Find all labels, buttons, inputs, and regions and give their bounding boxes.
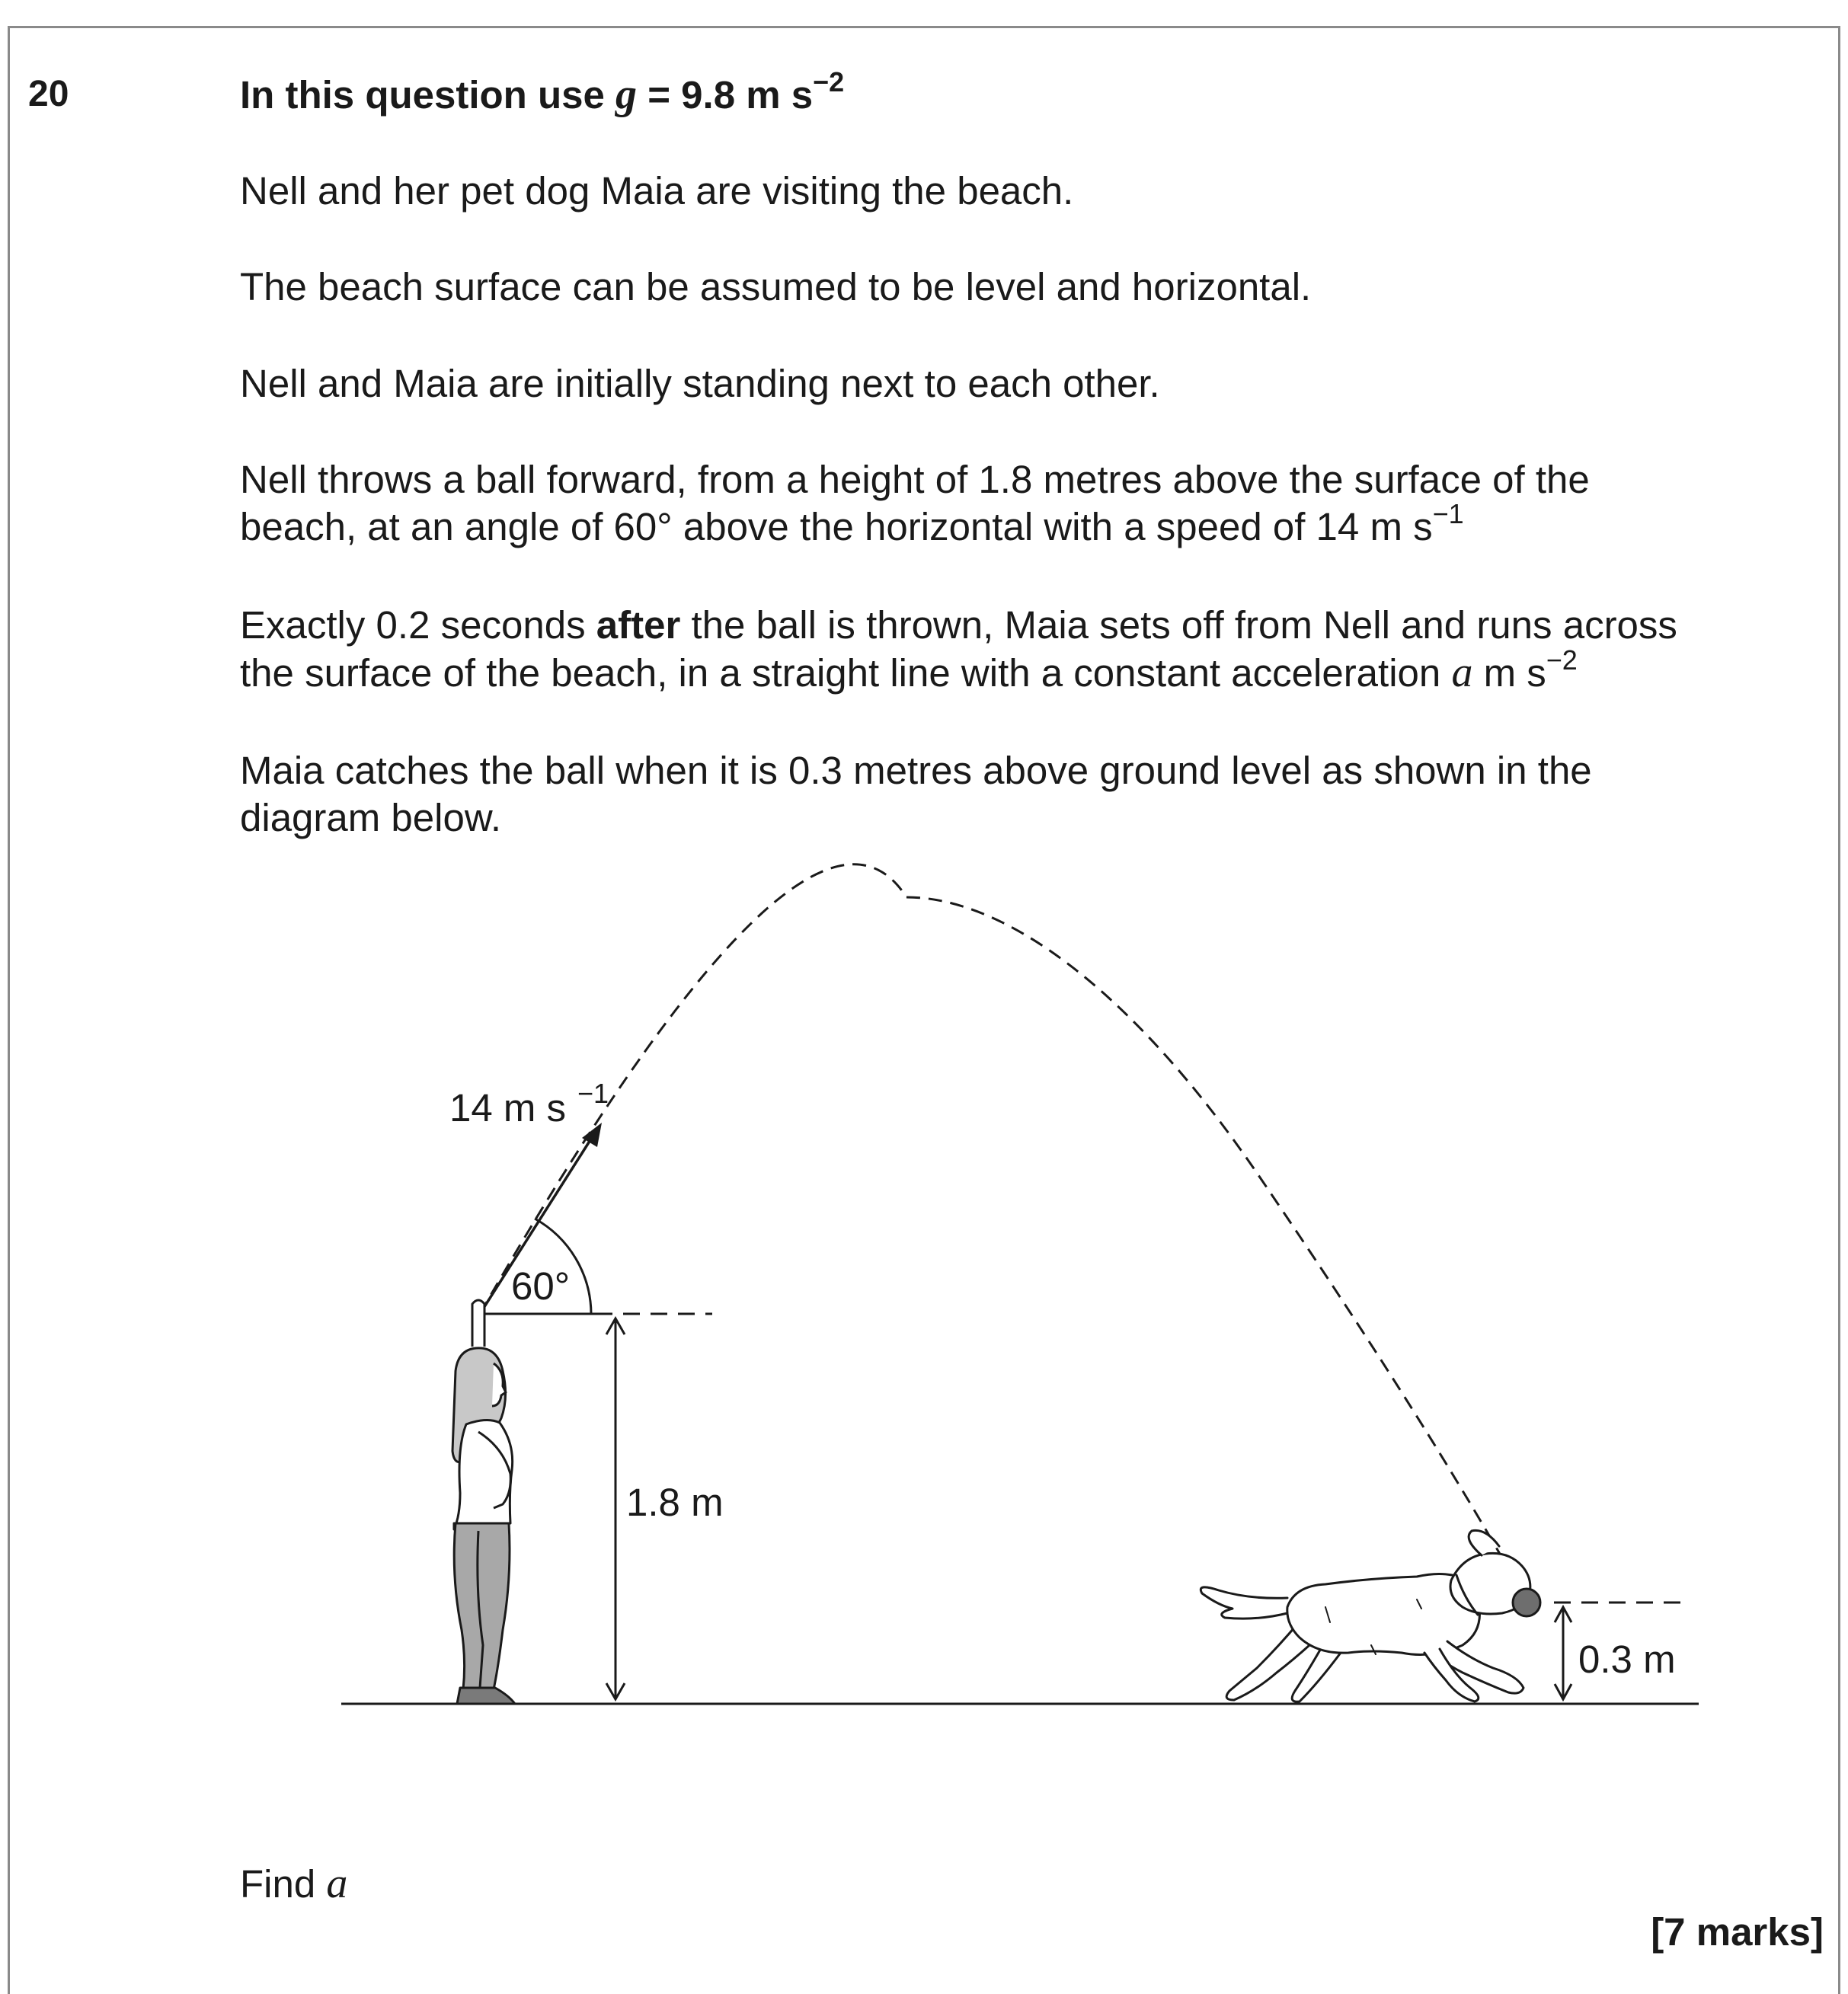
person-nell — [452, 1300, 515, 1704]
find-symbol: a — [326, 1860, 348, 1907]
dog-maia — [1201, 1530, 1530, 1702]
catch-height-label: 0.3 m — [1578, 1638, 1676, 1681]
marks-label: [7 marks] — [1651, 1910, 1824, 1954]
height-label: 1.8 m — [626, 1481, 724, 1524]
raised-arm — [472, 1300, 484, 1347]
acceleration-units: m s — [1472, 651, 1546, 695]
gravity-value: = 9.8 m s — [637, 73, 814, 117]
dog-tail — [1201, 1587, 1287, 1619]
gravity-symbol: g — [615, 71, 638, 118]
trajectory-fall — [906, 897, 1527, 1603]
paragraph-4-line-1: Nell throws a ball forward, from a height of 1.8 metres above the surface of the — [240, 458, 1590, 501]
header-prefix: In this question use — [240, 73, 616, 117]
find-instruction — [240, 1860, 1809, 1908]
velocity-arrow-head — [582, 1123, 602, 1147]
paragraph-4-exponent: −1 — [1432, 498, 1464, 529]
paragraph-6-line-1: Maia catches the ball when it is 0.3 metres above ground level as shown in the — [240, 749, 1592, 792]
paragraph-2: The beach surface can be assumed to be level and horizontal. — [240, 265, 1312, 308]
acceleration-symbol: a — [1451, 649, 1473, 696]
find-prefix: Find — [240, 1862, 327, 1906]
paragraph-4-line-2: beach, at an angle of 60° above the horizontal with a speed of 14 m s — [240, 505, 1433, 548]
question-number: 20 — [28, 74, 69, 114]
shoes — [457, 1688, 515, 1704]
gravity-exponent: −2 — [813, 66, 845, 97]
paragraph-5-line-1-a: Exactly 0.2 seconds — [240, 603, 596, 647]
paragraph-5-bold: after — [596, 603, 681, 647]
paragraph-5-line-1-b: the ball is thrown, Maia sets off from Nell and runs across — [680, 603, 1677, 647]
paragraph-3: Nell and Maia are initially standing next to each other. — [240, 362, 1160, 405]
paragraph-1: Nell and her pet dog Maia are visiting the beach. — [240, 169, 1074, 213]
angle-label: 60° — [511, 1264, 571, 1308]
paragraph-5-line-2: the surface of the beach, in a straight line with a constant acceleration — [240, 651, 1452, 695]
speed-label-exponent: −1 — [577, 1078, 609, 1109]
dog-ear — [1469, 1530, 1499, 1555]
acceleration-exponent: −2 — [1546, 644, 1578, 676]
ball — [1513, 1589, 1540, 1616]
speed-label: 14 m s — [449, 1086, 567, 1130]
paragraph-6-line-2: diagram below. — [240, 796, 502, 839]
